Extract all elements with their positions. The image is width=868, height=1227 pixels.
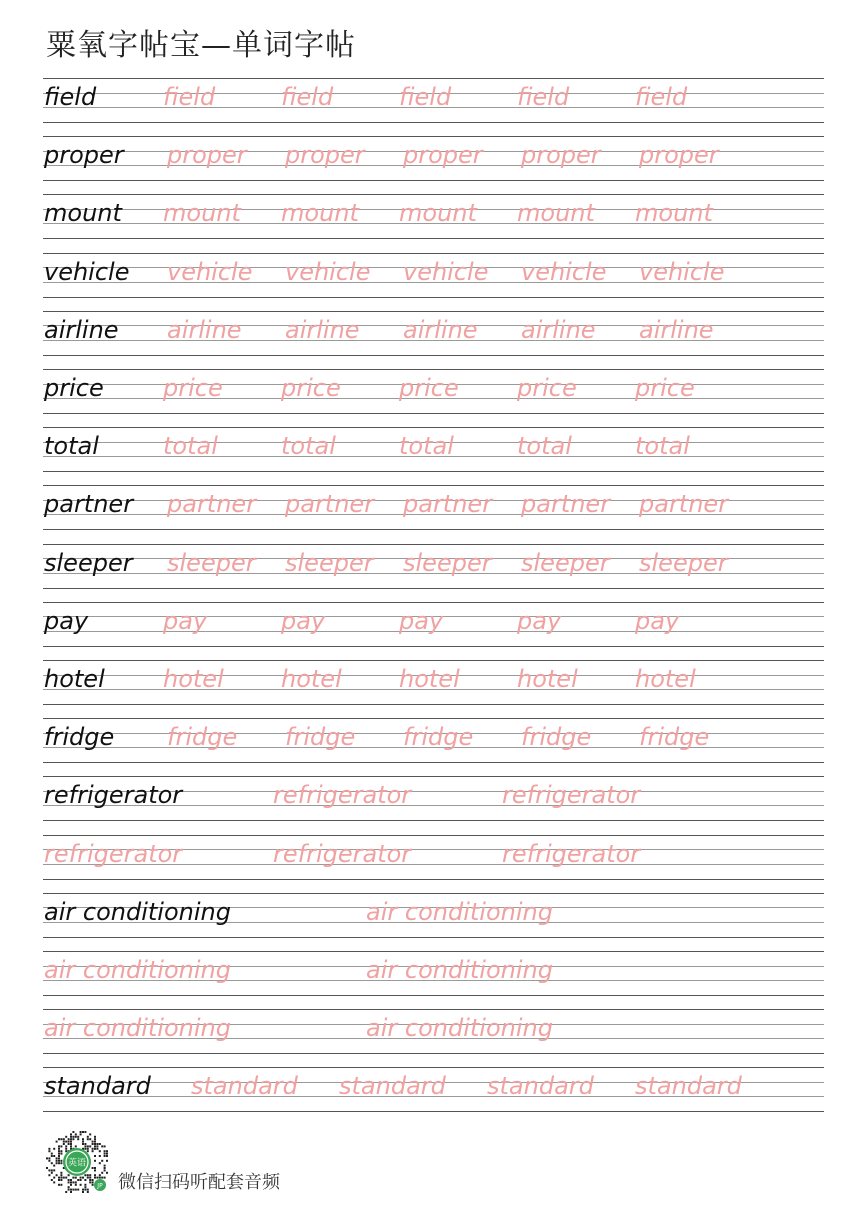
trace-word: price: [163, 374, 223, 402]
guide-line: [43, 762, 824, 763]
qr-code[interactable]: [42, 1127, 112, 1197]
practice-row: [43, 311, 824, 355]
trace-word: fridge: [639, 723, 710, 752]
guide-line: [43, 311, 824, 312]
guide-line: [43, 544, 824, 545]
guide-line: [43, 194, 824, 195]
trace-word: refrigerator: [44, 839, 183, 868]
model-word: total: [44, 432, 99, 461]
trace-word: partner: [521, 490, 611, 519]
guide-line: [43, 893, 824, 894]
footer: [42, 1127, 442, 1199]
trace-word: airline: [639, 315, 714, 344]
model-word: proper: [44, 141, 124, 170]
trace-word: fridge: [167, 723, 238, 752]
model-word: pay: [44, 606, 89, 635]
guide-line: [43, 776, 824, 777]
guide-line: [43, 78, 824, 79]
model-word: partner: [44, 490, 134, 519]
trace-word: field: [281, 83, 334, 111]
trace-word: airline: [521, 315, 596, 344]
practice-row: [43, 194, 824, 238]
trace-word: air conditioning: [366, 897, 553, 926]
guide-line: [43, 1053, 824, 1054]
qr-caption: 微信扫码听配套音频: [118, 1172, 280, 1193]
trace-word: refrigerator: [502, 781, 641, 810]
trace-word: air conditioning: [44, 956, 231, 984]
practice-row: [43, 1009, 824, 1053]
guide-line: [43, 238, 824, 239]
guide-line: [43, 879, 824, 880]
trace-word: proper: [167, 141, 247, 170]
trace-word: standard: [487, 1072, 594, 1101]
trace-word: sleeper: [285, 548, 374, 577]
trace-word: vehicle: [167, 257, 253, 286]
practice-row: [43, 369, 824, 413]
guide-line: [43, 1111, 824, 1112]
trace-word: pay: [517, 606, 562, 635]
trace-word: total: [399, 432, 454, 461]
guide-line: [43, 180, 824, 181]
guide-line: [43, 602, 824, 603]
practice-row: [43, 835, 824, 879]
trace-word: fridge: [403, 723, 474, 752]
trace-word: vehicle: [521, 257, 607, 286]
trace-word: airline: [167, 315, 242, 344]
trace-word: partner: [639, 490, 729, 519]
trace-word: partner: [167, 490, 257, 519]
trace-word: price: [517, 374, 577, 402]
guide-line: [43, 1009, 824, 1010]
practice-row: [43, 78, 824, 122]
trace-word: sleeper: [403, 548, 492, 577]
guide-line: [43, 529, 824, 530]
guide-line: [43, 937, 824, 938]
trace-word: standard: [191, 1072, 298, 1101]
trace-word: proper: [285, 141, 365, 170]
guide-line: [43, 646, 824, 647]
trace-word: pay: [635, 606, 680, 635]
trace-word: refrigerator: [273, 839, 412, 868]
model-word: price: [44, 374, 104, 402]
trace-word: sleeper: [167, 548, 256, 577]
trace-word: hotel: [163, 665, 224, 693]
trace-word: refrigerator: [502, 839, 641, 868]
model-word: refrigerator: [44, 781, 183, 810]
trace-word: refrigerator: [273, 781, 412, 810]
trace-word: total: [517, 432, 572, 461]
guide-line: [43, 253, 824, 254]
guide-line: [43, 660, 824, 661]
practice-row: [43, 776, 824, 820]
guide-line: [43, 427, 824, 428]
practice-row: [43, 427, 824, 471]
guide-line: [43, 820, 824, 821]
trace-word: hotel: [281, 665, 342, 693]
model-word: hotel: [44, 665, 105, 693]
trace-word: field: [163, 83, 216, 111]
trace-word: mount: [163, 199, 241, 228]
qr-badge-label: 英语: [67, 1158, 87, 1169]
trace-word: mount: [635, 199, 713, 228]
guide-line: [43, 588, 824, 589]
trace-word: mount: [399, 199, 477, 228]
guide-line: [43, 951, 824, 952]
model-word: airline: [44, 315, 119, 344]
model-word: field: [44, 83, 97, 111]
guide-line: [43, 471, 824, 472]
practice-row: [43, 136, 824, 180]
model-word: mount: [44, 199, 122, 228]
practice-row: [43, 660, 824, 704]
trace-word: field: [517, 83, 570, 111]
trace-word: total: [281, 432, 336, 461]
trace-word: proper: [521, 141, 601, 170]
trace-word: mount: [281, 199, 359, 228]
trace-word: vehicle: [285, 257, 371, 286]
trace-word: pay: [163, 606, 208, 635]
guide-line: [43, 136, 824, 137]
trace-word: standard: [635, 1072, 742, 1101]
practice-row: [43, 253, 824, 297]
practice-row: [43, 602, 824, 646]
trace-word: hotel: [635, 665, 696, 693]
practice-row: [43, 951, 824, 995]
trace-word: standard: [339, 1072, 446, 1101]
trace-word: air conditioning: [366, 956, 553, 984]
guide-line: [43, 369, 824, 370]
trace-word: airline: [285, 315, 360, 344]
trace-word: vehicle: [403, 257, 489, 286]
page-title: 粟氧字帖宝—单词字帖: [46, 28, 356, 63]
trace-word: hotel: [399, 665, 460, 693]
trace-word: vehicle: [639, 257, 725, 286]
guide-line: [43, 718, 824, 719]
trace-word: sleeper: [521, 548, 610, 577]
trace-word: fridge: [521, 723, 592, 752]
trace-word: partner: [285, 490, 375, 519]
trace-word: proper: [639, 141, 719, 170]
model-word: standard: [44, 1072, 151, 1101]
guide-line: [43, 485, 824, 486]
model-word: fridge: [44, 723, 115, 752]
model-word: vehicle: [44, 257, 130, 286]
guide-line: [43, 1067, 824, 1068]
practice-row: [43, 544, 824, 588]
trace-word: partner: [403, 490, 493, 519]
guide-line: [43, 704, 824, 705]
guide-line: [43, 355, 824, 356]
trace-word: hotel: [517, 665, 578, 693]
trace-word: price: [635, 374, 695, 402]
trace-word: fridge: [285, 723, 356, 752]
guide-line: [43, 297, 824, 298]
practice-row: [43, 718, 824, 762]
guide-line: [43, 995, 824, 996]
trace-word: pay: [399, 606, 444, 635]
trace-word: sleeper: [639, 548, 728, 577]
qr-corner-label: JP: [97, 1182, 103, 1190]
trace-word: total: [635, 432, 690, 461]
guide-line: [43, 122, 824, 123]
trace-word: airline: [403, 315, 478, 344]
trace-word: pay: [281, 606, 326, 635]
trace-word: air conditioning: [44, 1014, 231, 1043]
guide-line: [43, 413, 824, 414]
practice-row: [43, 1067, 824, 1111]
trace-word: field: [399, 83, 452, 111]
guide-line: [43, 835, 824, 836]
trace-word: proper: [403, 141, 483, 170]
trace-word: price: [281, 374, 341, 402]
trace-word: mount: [517, 199, 595, 228]
trace-word: field: [635, 83, 688, 111]
model-word: sleeper: [44, 548, 133, 577]
practice-row: [43, 893, 824, 937]
trace-word: air conditioning: [366, 1014, 553, 1043]
practice-row: [43, 485, 824, 529]
trace-word: total: [163, 432, 218, 461]
trace-word: price: [399, 374, 459, 402]
model-word: air conditioning: [44, 897, 231, 926]
